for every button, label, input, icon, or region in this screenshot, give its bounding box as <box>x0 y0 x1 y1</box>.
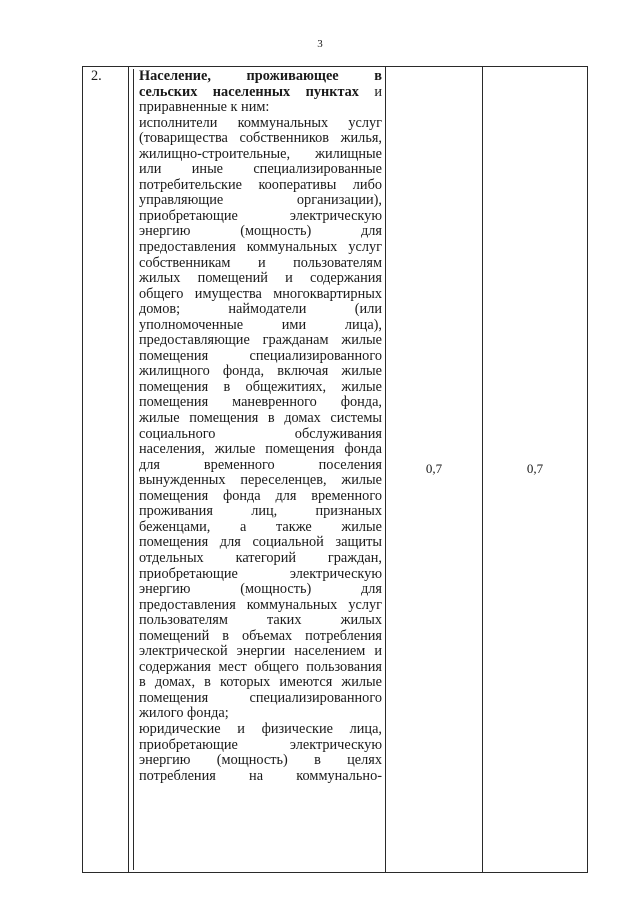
description-line <box>139 520 382 536</box>
description-line-text: в домах, в которых имеются жилые <box>139 674 382 691</box>
description-line-text: помещения фонда для временного <box>139 487 382 504</box>
coefficient-value-2: 0,7 <box>526 461 544 477</box>
description-line-text: жилых помещений и содержания <box>139 270 382 287</box>
description-line-text: пользователям таких жилых <box>139 612 382 629</box>
description-line <box>139 364 382 380</box>
description-line-text: управляющие организации), <box>139 192 382 209</box>
description-line-text: социального обслуживания <box>139 425 382 442</box>
description-line <box>139 380 382 396</box>
description-line-text: исполнители коммунальных услуг <box>139 114 382 131</box>
page-number: 3 <box>317 38 323 50</box>
description-line-text: проживания лиц, признаных <box>139 503 382 520</box>
description-line-text: помещений в объемах потребления <box>139 627 382 644</box>
description-line <box>139 193 382 209</box>
description-line-text: собственникам и пользователям <box>139 254 382 271</box>
description-line-text: потребления на коммунально- <box>139 767 382 784</box>
description-line <box>139 100 382 116</box>
description-line-text: помещения для социальной защиты <box>139 534 382 551</box>
description-line-text: потребительские кооперативы либо <box>139 176 382 193</box>
description-line-text: электрической энергии населением и <box>139 643 382 660</box>
description-line-text: жилищного фонда, включая жилые <box>139 363 382 380</box>
description-line <box>139 582 382 598</box>
description-line <box>139 644 382 660</box>
description-line <box>139 706 382 722</box>
description-line <box>139 395 382 411</box>
description-line-text: приравненные к ним: <box>139 99 270 116</box>
description-line <box>139 504 382 520</box>
description-line-text: жилого фонда; <box>139 705 229 722</box>
description-line-text: жилищно-строительные, жилищные <box>139 145 382 162</box>
description-line <box>139 256 382 272</box>
description-line-text: предоставления коммунальных услуг <box>139 239 382 256</box>
description-line-text: или иные специализированные <box>139 161 382 178</box>
description-line-text: приобретающие электрическую <box>139 207 382 224</box>
description-line <box>139 675 382 691</box>
coefficient-value-1: 0,7 <box>425 461 443 477</box>
description-line-text: (товарищества собственников жилья, <box>139 130 382 147</box>
description-line <box>139 302 382 318</box>
description-line-text: юридические и физические лица, <box>139 720 382 737</box>
description-line-text: беженцами, а также жилые <box>139 518 382 535</box>
description-line <box>139 209 382 225</box>
description-line <box>139 85 382 101</box>
description-line-text: энергию (мощность) для <box>139 223 382 240</box>
description-line-text: общего имущества многоквартирных <box>139 285 382 302</box>
description-line <box>139 535 382 551</box>
description-line <box>139 287 382 303</box>
description-line <box>139 349 382 365</box>
description-line <box>139 722 382 738</box>
description-line <box>139 318 382 334</box>
description-line-bold: Население, проживающее в <box>139 68 382 84</box>
description-line-text: приобретающие электрическую <box>139 736 382 753</box>
description-line <box>139 489 382 505</box>
coefficient-cell-2 <box>483 67 588 873</box>
description-line-text: помещения маневренного фонда, <box>139 394 382 411</box>
description-line <box>139 551 382 567</box>
description-line <box>139 240 382 256</box>
consumer-description <box>133 69 385 870</box>
description-line-text: помещения специализированного <box>139 689 382 706</box>
description-line <box>139 567 382 583</box>
tariff-table <box>82 66 588 873</box>
description-line <box>139 178 382 194</box>
description-line <box>139 131 382 147</box>
description-line-text: для временного поселения <box>139 456 382 473</box>
description-line <box>139 769 382 785</box>
description-line <box>139 691 382 707</box>
coefficient-cell-1 <box>386 67 483 873</box>
description-line <box>139 411 382 427</box>
description-line <box>139 660 382 676</box>
description-line-text: содержания мест общего пользования <box>139 658 382 675</box>
description-line <box>139 738 382 754</box>
description-line <box>139 442 382 458</box>
description-line-text: уполномоченные ими лица), <box>139 316 382 333</box>
description-line-text: энергию (мощность) для <box>139 581 382 598</box>
description-line-text: помещения специализированного <box>139 347 382 364</box>
description-line <box>139 598 382 614</box>
description-line-text: приобретающие электрическую <box>139 565 382 582</box>
description-line <box>139 333 382 349</box>
description-line <box>139 629 382 645</box>
description-line-text: и <box>358 83 382 100</box>
description-line-text: предоставления коммунальных услуг <box>139 596 382 613</box>
description-line-text: домов; наймодатели (или <box>139 301 382 318</box>
description-line-text: жилые помещения в домах системы <box>139 410 382 427</box>
description-line-text: предоставляющие гражданам жилые <box>139 332 382 349</box>
row-number-cell <box>83 67 129 873</box>
description-line <box>139 162 382 178</box>
description-line <box>139 69 382 85</box>
description-line-text: населения, жилые помещения фонда <box>139 441 382 458</box>
description-line-text: отдельных категорий граждан, <box>139 549 382 566</box>
description-line <box>139 116 382 132</box>
description-line-bold: сельских населенных пунктах <box>139 83 359 100</box>
description-line-text: энергию (мощность) в целях <box>139 752 382 769</box>
row-number: 2. <box>91 68 102 84</box>
description-line <box>139 458 382 474</box>
description-line <box>139 753 382 769</box>
consumer-description-cell <box>129 67 386 873</box>
description-line <box>139 427 382 443</box>
description-line <box>139 271 382 287</box>
description-line-text: помещения в общежитиях, жилые <box>139 378 382 395</box>
description-line-text: вынужденных переселенцев, жилые <box>139 472 382 489</box>
description-line <box>139 147 382 163</box>
description-line <box>139 473 382 489</box>
description-line <box>139 224 382 240</box>
table-row <box>83 67 588 873</box>
description-line <box>139 613 382 629</box>
